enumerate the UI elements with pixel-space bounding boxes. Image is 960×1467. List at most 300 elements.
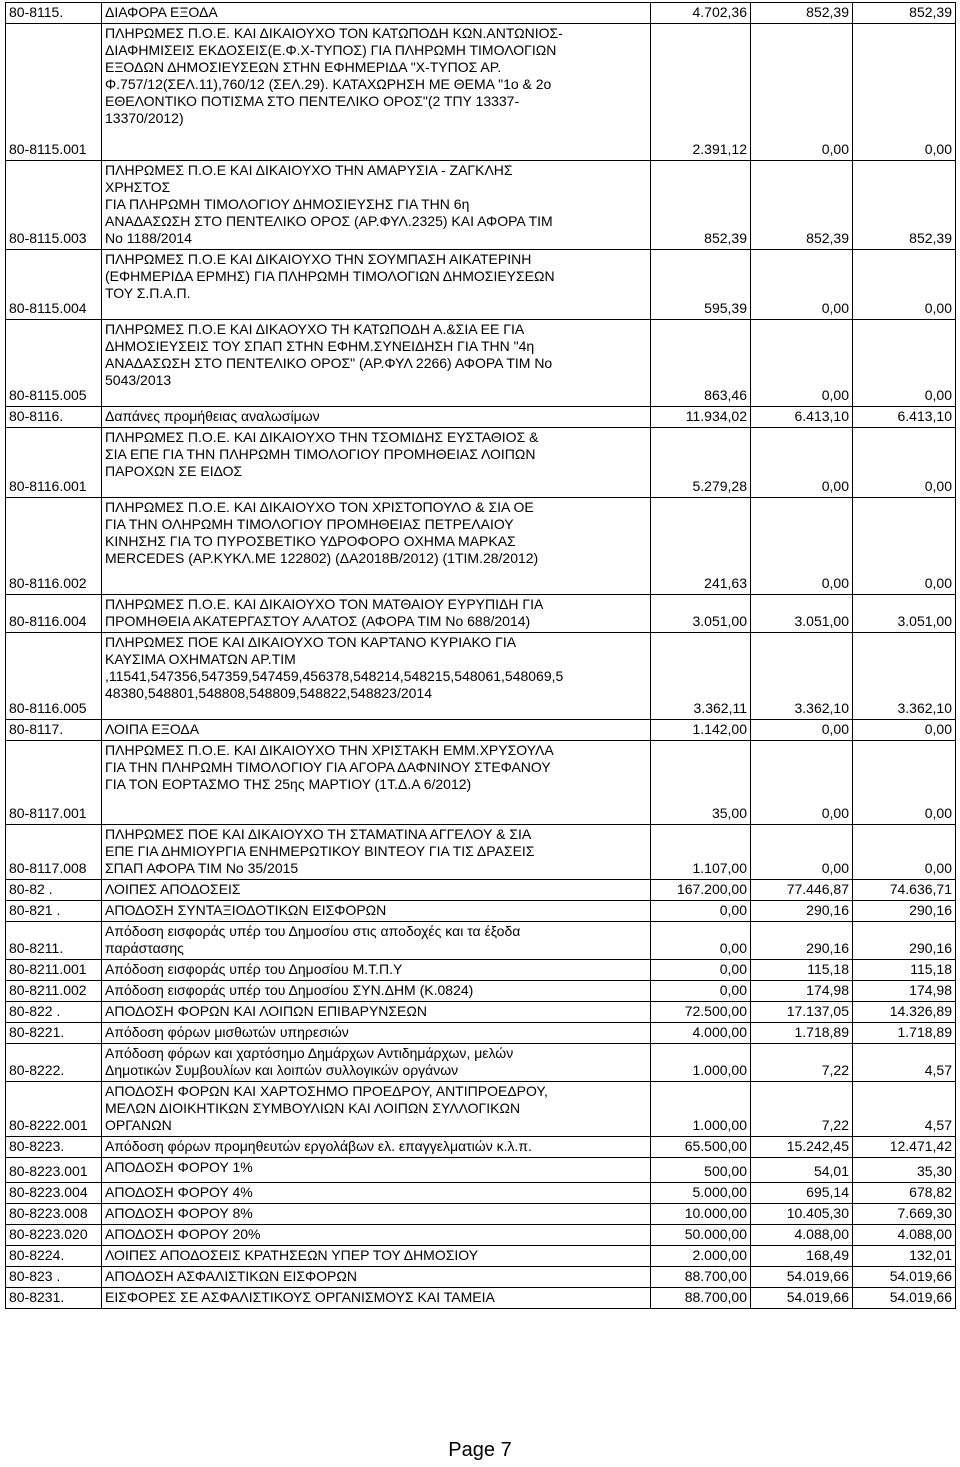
ledger-row xyxy=(6,407,956,428)
amount-committed-cell xyxy=(751,595,853,633)
amount-budgeted: 2.391,12 xyxy=(692,141,747,157)
amount-paid-cell xyxy=(853,1267,956,1288)
account-code-cell xyxy=(6,1082,102,1137)
amount-paid-cell xyxy=(853,1002,956,1023)
account-code: 80-823 . xyxy=(9,1268,61,1284)
amount-committed: 0,00 xyxy=(821,300,849,316)
account-code: 80-8223. xyxy=(9,1138,65,1154)
description-cell xyxy=(102,901,651,922)
description: ΠΛΗΡΩΜΕΣ Π.Ο.Ε. ΚΑΙ ΔΙΚΑΙΟΥΧΟ ΤΟΝ ΚΑΤΩΠΟΔΗ ΚΩΝ.ΑΝΤΩΝΙΟΣ- ΔΙΑΦΗΜΙΣΕΙΣ ΕΚΔΟΣΕΙΣ(Ε.Φ.Χ-ΤΥΠΟΣ) ΓΙΑ ΠΛΗΡΩΜΗ ΤΙΜΟΛΟΓΙΩΝ ΕΞΟΔΩΝ ΔΗΜΟΣΙΕΥΣΕΩΝ ΣΤΗΝ ΕΦΗΜΕΡΙΔΑ "Χ-ΤΥΠΟΣ ΑΡ. Φ.757/12(ΣΕΛ.11),760/12 (ΣΕΛ.29). ΚΑΤΑΧΩΡΗΣΗ ΜΕ ΘΕΜΑ "1ο & 2ο ΕΘΕΛΟΝΤΙΚΟ ΠΟΤΙΣΜΑ ΣΤΟ ΠΕΝΤΕΛΙΚΟ ΟΡΟΣ"(2 ΤΠΥ 13337- 13370/2012) xyxy=(105,25,563,126)
amount-budgeted: 852,39 xyxy=(704,230,747,246)
amount-committed: 0,00 xyxy=(821,141,849,157)
description: ΠΛΗΡΩΜΕΣ Π.Ο.Ε ΚΑΙ ΔΙΚΑΟΥΧΟ ΤΗ ΚΑΤΩΠΟΔΗ Α.&ΣΙΑ ΕΕ ΓΙΑ ΔΗΜΟΣΙΕΥΣΕΙΣ ΤΟΥ ΣΠΑΠ ΣΤΗΝ ΕΦΗΜ.ΣΥΝΕΙΔΗΣΗ ΓΙΑ ΤΗΝ "4η ΑΝΑΔΑΣΩΣΗ ΣΤΟ ΠΕΝΤΕΛΙΚΟ ΟΡΟΣ" (ΑΡ.ΦΥΛ 2266) ΑΦΟΡΑ ΤΙΜ Νο 5043/2013 xyxy=(105,321,553,388)
amount-paid-cell xyxy=(853,3,956,24)
amount-paid-cell xyxy=(853,498,956,595)
amount-paid: 54.019,66 xyxy=(889,1268,952,1284)
amount-paid: 174,98 xyxy=(909,982,952,998)
amount-committed-cell xyxy=(751,922,853,960)
amount-paid-cell xyxy=(853,922,956,960)
amount-budgeted: 1.000,00 xyxy=(692,1062,747,1078)
amount-paid-cell xyxy=(853,1023,956,1044)
ledger-row xyxy=(6,1044,956,1082)
amount-paid: 0,00 xyxy=(924,387,952,403)
amount-committed-cell xyxy=(751,161,853,250)
description: ΠΛΗΡΩΜΕΣ Π.Ο.Ε. ΚΑΙ ΔΙΚΑΙΟΥΧΟ ΤΟΝ ΜΑΤΘΑΙΟΥ ΕΥΡΥΠΙΔΗ ΓΙΑ ΠΡΟΜΗΘΕΙΑ ΑΚΑΤΕΡΓΑΣΤΟΥ ΑΛΑΤΟΣ (ΑΦΟΡΑ ΤΙΜ Νο 688/2014) xyxy=(105,596,544,629)
description: ΠΛΗΡΩΜΕΣ Π.Ο.Ε. ΚΑΙ ΔΙΚΑΙΟΥΧΟ ΤΟΝ ΧΡΙΣΤΟΠΟΥΛΟ & ΣΙΑ ΟΕ ΓΙΑ ΤΗΝ ΟΛΗΡΩΜΗ ΤΙΜΟΛΟΓΙΟΥ ΠΡΟΜΗΘΕΙΑΣ ΠΕΤΡΕΛΑΙΟΥ ΚΙΝΗΣΗΣ ΓΙΑ ΤΟ ΠΥΡΟΣΒΕΤΙΚΟ ΥΔΡΟΦΟΡΟ ΟΧΗΜΑ ΜΑΡΚΑΣ MERCEDES (ΑΡ.ΚΥΚΛ.ΜΕ 122802) (ΔΑ2018Β/2012) (1ΤΙΜ.28/2012) xyxy=(105,499,539,566)
ledger-row xyxy=(6,960,956,981)
amount-committed: 4.088,00 xyxy=(794,1226,849,1242)
description: Απόδοση εισφοράς υπέρ του Δημοσίου ΣΥΝ.ΔΗΜ (Κ.0824) xyxy=(105,982,474,998)
ledger-table xyxy=(5,2,956,1309)
description-cell xyxy=(102,250,651,320)
description-cell xyxy=(102,741,651,825)
account-code-cell xyxy=(6,250,102,320)
amount-budgeted-cell xyxy=(651,498,751,595)
ledger-row xyxy=(6,825,956,880)
description: ΠΛΗΡΩΜΕΣ ΠΟΕ ΚΑΙ ΔΙΚΑΙΟΥΧΟ ΤΟΝ ΚΑΡΤΑΝΟ ΚΥΡΙΑΚΟ ΓΙΑ ΚΑΥΣΙΜΑ ΟΧΗΜΑΤΩΝ ΑΡ.ΤΙΜ ,11541,547356,547359,547459,456378,548214,548215,548061,548069,5 48380,548801,548808,548809,548822,548823/2014 xyxy=(105,634,564,701)
amount-budgeted: 5.000,00 xyxy=(692,1184,747,1200)
amount-budgeted-cell xyxy=(651,825,751,880)
ledger-row xyxy=(6,1023,956,1044)
amount-budgeted: 500,00 xyxy=(704,1163,747,1179)
description: Απόδοση εισφοράς υπέρ του Δημοσίου στις αποδοχές και τα έξοδα παράστασης xyxy=(105,923,521,956)
amount-committed-cell xyxy=(751,1288,853,1309)
amount-paid: 14.326,89 xyxy=(889,1003,952,1019)
account-code-cell xyxy=(6,1044,102,1082)
amount-paid: 12.471,42 xyxy=(889,1138,952,1154)
amount-committed-cell xyxy=(751,1225,853,1246)
ledger-row xyxy=(6,901,956,922)
amount-committed: 3.051,00 xyxy=(794,613,849,629)
amount-committed: 10.405,30 xyxy=(786,1205,849,1221)
amount-committed: 290,16 xyxy=(806,940,849,956)
account-code-cell xyxy=(6,720,102,741)
amount-committed: 77.446,87 xyxy=(786,881,849,897)
account-code: 80-8211. xyxy=(9,940,64,956)
amount-budgeted: 3.051,00 xyxy=(692,613,747,629)
ledger-row xyxy=(6,595,956,633)
amount-paid: 3.051,00 xyxy=(897,613,952,629)
amount-paid: 35,30 xyxy=(916,1163,952,1179)
amount-budgeted: 3.362,11 xyxy=(693,700,747,716)
account-code: 80-8116. xyxy=(9,408,64,424)
description: ΛΟΙΠΕΣ ΑΠΟΔΟΣΕΙΣ xyxy=(105,881,241,897)
amount-paid: 0,00 xyxy=(924,860,952,876)
amount-budgeted: 88.700,00 xyxy=(684,1268,747,1284)
account-code: 80-8116.004 xyxy=(9,613,87,629)
ledger-row xyxy=(6,633,956,720)
description-cell xyxy=(102,1204,651,1225)
amount-committed-cell xyxy=(751,1002,853,1023)
account-code: 80-8223.001 xyxy=(9,1163,88,1179)
amount-paid-cell xyxy=(853,320,956,407)
description-cell xyxy=(102,1023,651,1044)
account-code: 80-8223.004 xyxy=(9,1184,88,1200)
amount-budgeted: 4.000,00 xyxy=(692,1024,747,1040)
amount-committed-cell xyxy=(751,901,853,922)
description-cell xyxy=(102,1288,651,1309)
amount-budgeted-cell xyxy=(651,1204,751,1225)
amount-paid: 0,00 xyxy=(924,575,952,591)
amount-committed-cell xyxy=(751,407,853,428)
description: Απόδοση φόρων και χαρτόσημο Δημάρχων Αντιδημάρχων, μελών Δημοτικών Συμβουλίων και λοιπών συλλογικών οργάνων xyxy=(105,1045,514,1078)
amount-budgeted: 2.000,00 xyxy=(692,1247,747,1263)
ledger-row xyxy=(6,428,956,498)
amount-paid: 0,00 xyxy=(924,721,952,737)
description-cell xyxy=(102,498,651,595)
amount-paid-cell xyxy=(853,1183,956,1204)
amount-budgeted: 11.934,02 xyxy=(685,408,747,424)
description-cell xyxy=(102,320,651,407)
amount-paid-cell xyxy=(853,428,956,498)
amount-paid-cell xyxy=(853,250,956,320)
amount-committed-cell xyxy=(751,633,853,720)
amount-committed-cell xyxy=(751,1204,853,1225)
amount-paid-cell xyxy=(853,633,956,720)
amount-committed: 290,16 xyxy=(806,902,849,918)
description: ΑΠΟΔΟΣΗ ΦΟΡΩΝ ΚΑΙ ΛΟΙΠΩΝ ΕΠΙΒΑΡΥΝΣΕΩΝ xyxy=(105,1003,427,1019)
amount-committed: 852,39 xyxy=(806,230,849,246)
amount-committed-cell xyxy=(751,1183,853,1204)
account-code: 80-8117. xyxy=(9,721,64,737)
ledger-row xyxy=(6,1288,956,1309)
description: ΑΠΟΔΟΣΗ ΦΟΡΩΝ ΚΑΙ ΧΑΡΤΟΣΗΜΟ ΠΡΟΕΔΡΟΥ, ΑΝΤΙΠΡΟΕΔΡΟΥ, ΜΕΛΩΝ ΔΙΟΙΚΗΤΙΚΩΝ ΣΥΜΒΟΥΛΙΩΝ ΚΑΙ ΛΟΙΠΩΝ ΣΥΛΛΟΓΙΚΩΝ ΟΡΓΑΝΩΝ xyxy=(105,1083,548,1133)
amount-paid: 290,16 xyxy=(909,902,952,918)
account-code-cell xyxy=(6,1158,102,1183)
amount-committed: 17.137,05 xyxy=(786,1003,849,1019)
account-code: 80-8117.008 xyxy=(9,860,87,876)
account-code-cell xyxy=(6,1246,102,1267)
amount-paid-cell xyxy=(853,1288,956,1309)
amount-paid-cell xyxy=(853,901,956,922)
amount-committed-cell xyxy=(751,1267,853,1288)
amount-budgeted: 35,00 xyxy=(711,805,747,821)
description-cell xyxy=(102,428,651,498)
amount-paid-cell xyxy=(853,1158,956,1183)
amount-budgeted-cell xyxy=(651,1002,751,1023)
account-code: 80-82 . xyxy=(9,881,53,897)
ledger-row xyxy=(6,320,956,407)
amount-committed-cell xyxy=(751,1082,853,1137)
ledger-row xyxy=(6,1137,956,1158)
amount-budgeted-cell xyxy=(651,320,751,407)
description-cell xyxy=(102,1246,651,1267)
description-cell xyxy=(102,633,651,720)
description: ΔΙΑΦΟΡΑ ΕΞΟΔΑ xyxy=(105,4,218,20)
amount-committed-cell xyxy=(751,1023,853,1044)
amount-budgeted: 72.500,00 xyxy=(684,1003,747,1019)
amount-budgeted-cell xyxy=(651,1137,751,1158)
amount-paid: 290,16 xyxy=(909,940,952,956)
amount-paid: 54.019,66 xyxy=(889,1289,952,1305)
amount-budgeted-cell xyxy=(651,1246,751,1267)
description: ΛΟΙΠΕΣ ΑΠΟΔΟΣΕΙΣ ΚΡΑΤΗΣΕΩΝ ΥΠΕΡ ΤΟΥ ΔΗΜΟΣΙΟΥ xyxy=(105,1247,479,1263)
amount-budgeted: 5.279,28 xyxy=(692,478,747,494)
amount-budgeted-cell xyxy=(651,1082,751,1137)
amount-budgeted: 65.500,00 xyxy=(684,1138,747,1154)
description-cell xyxy=(102,1183,651,1204)
amount-committed-cell xyxy=(751,1044,853,1082)
amount-paid: 115,18 xyxy=(910,961,952,977)
description: ΑΠΟΔΟΣΗ ΦΟΡΟΥ 8% xyxy=(105,1205,253,1221)
description: ΑΠΟΔΟΣΗ ΣΥΝΤΑΞΙΟΔΟΤΙΚΩΝ ΕΙΣΦΟΡΩΝ xyxy=(105,902,387,918)
account-code-cell xyxy=(6,1137,102,1158)
amount-paid: 0,00 xyxy=(924,141,952,157)
amount-paid-cell xyxy=(853,407,956,428)
description: Δαπάνες προμήθειας αναλωσίμων xyxy=(105,408,320,424)
description: ΑΠΟΔΟΣΗ ΑΣΦΑΛΙΣΤΙΚΩΝ ΕΙΣΦΟΡΩΝ xyxy=(105,1268,357,1284)
amount-budgeted-cell xyxy=(651,720,751,741)
account-code: 80-8115.005 xyxy=(9,387,87,403)
amount-budgeted-cell xyxy=(651,1225,751,1246)
account-code-cell xyxy=(6,428,102,498)
ledger-row xyxy=(6,1002,956,1023)
amount-budgeted-cell xyxy=(651,960,751,981)
description: ΠΛΗΡΩΜΕΣ Π.Ο.Ε. ΚΑΙ ΔΙΚΑΙΟΥΧΟ ΤΗΝ ΧΡΙΣΤΑΚΗ ΕΜΜ.ΧΡΥΣΟΥΛΑ ΓΙΑ ΤΗΝ ΠΛΗΡΩΜΗ ΤΙΜΟΛΟΓΙΟΥ ΓΙΑ ΑΓΟΡΑ ΔΑΦΝΙΝΟΥ ΣΤΕΦΑΝΟΥ ΓΙΑ ΤΟΝ ΕΟΡΤΑΣΜΟ ΤΗΣ 25ης ΜΑΡΤΙΟΥ (1Τ.Δ.Α 6/2012) xyxy=(105,742,554,792)
amount-paid-cell xyxy=(853,825,956,880)
amount-committed-cell xyxy=(751,3,853,24)
account-code: 80-8116.002 xyxy=(9,575,87,591)
description-cell xyxy=(102,24,651,161)
amount-budgeted: 0,00 xyxy=(719,961,747,977)
account-code-cell xyxy=(6,161,102,250)
amount-paid: 0,00 xyxy=(924,300,952,316)
account-code-cell xyxy=(6,1267,102,1288)
amount-budgeted-cell xyxy=(651,1023,751,1044)
amount-budgeted-cell xyxy=(651,1158,751,1183)
description: ΛΟΙΠΑ ΕΞΟΔΑ xyxy=(105,721,200,737)
amount-budgeted-cell xyxy=(651,922,751,960)
amount-committed-cell xyxy=(751,1137,853,1158)
ledger-row xyxy=(6,1183,956,1204)
amount-committed: 0,00 xyxy=(821,478,849,494)
ledger-row xyxy=(6,161,956,250)
amount-paid-cell xyxy=(853,1246,956,1267)
account-code: 80-8115. xyxy=(9,4,64,20)
account-code-cell xyxy=(6,1183,102,1204)
amount-paid: 3.362,10 xyxy=(897,700,952,716)
amount-paid: 0,00 xyxy=(924,478,952,494)
description-cell xyxy=(102,1158,651,1183)
account-code: 80-8222.001 xyxy=(9,1117,88,1133)
description: ΠΛΗΡΩΜΕΣ ΠΟΕ ΚΑΙ ΔΙΚΑΙΟΥΧΟ ΤΗ ΣΤΑΜΑΤΙΝΑ ΑΓΓΕΛΟΥ & ΣΙΑ ΕΠΕ ΓΙΑ ΔΗΜΙΟΥΡΓΙΑ ΕΝΗΜΕΡΩΤΙΚΟΥ ΒΙΝΤΕΟΥ ΓΙΑ ΤΙΣ ΔΡΑΣΕΙΣ ΣΠΑΠ ΑΦΟΡΑ ΤΙΜ Νο 35/2015 xyxy=(105,826,535,876)
account-code: 80-8222. xyxy=(9,1062,65,1078)
amount-committed: 15.242,45 xyxy=(786,1138,849,1154)
amount-budgeted: 88.700,00 xyxy=(684,1289,747,1305)
amount-committed: 54.019,66 xyxy=(786,1289,849,1305)
description-cell xyxy=(102,1002,651,1023)
amount-committed-cell xyxy=(751,825,853,880)
amount-paid-cell xyxy=(853,741,956,825)
amount-budgeted: 50.000,00 xyxy=(684,1226,747,1242)
account-code: 80-822 . xyxy=(9,1003,61,1019)
ledger-body xyxy=(6,3,956,1309)
amount-paid-cell xyxy=(853,24,956,161)
description: ΠΛΗΡΩΜΕΣ Π.Ο.Ε ΚΑΙ ΔΙΚΑΙΟΥΧΟ ΤΗΝ ΑΜΑΡΥΣΙΑ - ΖΑΓΚΛΗΣ ΧΡΗΣΤΟΣ ΓΙΑ ΠΛΗΡΩΜΗ ΤΙΜΟΛΟΓΙΟΥ ΔΗΜΟΣΙΕΥΣΗΣ ΓΙΑ ΤΗΝ 6η ΑΝΑΔΑΣΩΣΗ ΣΤΟ ΠΕΝΤΕΛΙΚΟ ΟΡΟΣ (ΑΡ.ΦΥΛ.2325) ΚΑΙ ΑΦΟΡΑ ΤΙΜ Νο 1188/2014 xyxy=(105,162,553,246)
amount-budgeted-cell xyxy=(651,633,751,720)
account-code: 80-821 . xyxy=(9,902,61,918)
amount-committed: 3.362,10 xyxy=(794,700,849,716)
description-cell xyxy=(102,1225,651,1246)
description-cell xyxy=(102,161,651,250)
amount-budgeted-cell xyxy=(651,428,751,498)
account-code-cell xyxy=(6,1023,102,1044)
amount-budgeted-cell xyxy=(651,595,751,633)
amount-paid: 4.088,00 xyxy=(897,1226,952,1242)
account-code: 80-8211.001 xyxy=(9,961,87,977)
ledger-row xyxy=(6,498,956,595)
account-code-cell xyxy=(6,633,102,720)
account-code: 80-8115.003 xyxy=(9,230,87,246)
account-code: 80-8115.004 xyxy=(9,300,87,316)
amount-budgeted-cell xyxy=(651,1183,751,1204)
amount-committed-cell xyxy=(751,981,853,1002)
account-code: 80-8221. xyxy=(9,1024,65,1040)
description: ΑΠΟΔΟΣΗ ΦΟΡΟΥ 1% xyxy=(105,1159,253,1175)
account-code-cell xyxy=(6,880,102,901)
ledger-row xyxy=(6,1158,956,1183)
amount-budgeted-cell xyxy=(651,161,751,250)
amount-committed: 174,98 xyxy=(806,982,849,998)
amount-committed: 6.413,10 xyxy=(794,408,849,424)
amount-paid: 0,00 xyxy=(924,805,952,821)
page-number: Page 7 xyxy=(448,1439,512,1461)
ledger-row xyxy=(6,1225,956,1246)
description-cell xyxy=(102,1082,651,1137)
amount-paid: 74.636,71 xyxy=(889,881,952,897)
description-cell xyxy=(102,3,651,24)
account-code: 80-8223.008 xyxy=(9,1205,88,1221)
amount-paid: 132,01 xyxy=(909,1247,952,1263)
account-code: 80-8117.001 xyxy=(9,805,87,821)
amount-committed: 0,00 xyxy=(821,387,849,403)
amount-budgeted-cell xyxy=(651,250,751,320)
amount-committed: 168,49 xyxy=(806,1247,849,1263)
amount-paid-cell xyxy=(853,1225,956,1246)
amount-paid: 852,39 xyxy=(909,4,952,20)
amount-committed: 54.019,66 xyxy=(786,1268,849,1284)
amount-budgeted: 167.200,00 xyxy=(676,881,747,897)
amount-committed: 0,00 xyxy=(821,805,849,821)
account-code-cell xyxy=(6,1002,102,1023)
description: ΠΛΗΡΩΜΕΣ Π.Ο.Ε ΚΑΙ ΔΙΚΑΙΟΥΧΟ ΤΗΝ ΣΟΥΜΠΑΣΗ ΑΙΚΑΤΕΡΙΝΗ (ΕΦΗΜΕΡΙΔΑ ΕΡΜΗΣ) ΓΙΑ ΠΛΗΡΩΜΗ ΤΙΜΟΛΟΓΙΩΝ ΔΗΜΟΣΙΕΥΣΕΩΝ ΤΟΥ Σ.Π.Α.Π. xyxy=(105,251,555,301)
description-cell xyxy=(102,1267,651,1288)
amount-committed-cell xyxy=(751,250,853,320)
description: ΑΠΟΔΟΣΗ ΦΟΡΟΥ 4% xyxy=(105,1184,253,1200)
amount-committed-cell xyxy=(751,428,853,498)
account-code-cell xyxy=(6,901,102,922)
amount-committed-cell xyxy=(751,880,853,901)
account-code: 80-8211.002 xyxy=(9,982,87,998)
amount-committed: 7,22 xyxy=(821,1062,849,1078)
amount-budgeted-cell xyxy=(651,3,751,24)
ledger-row xyxy=(6,880,956,901)
amount-paid-cell xyxy=(853,1044,956,1082)
amount-paid-cell xyxy=(853,161,956,250)
amount-paid-cell xyxy=(853,1204,956,1225)
amount-budgeted: 1.000,00 xyxy=(692,1117,747,1133)
amount-committed: 695,14 xyxy=(806,1184,849,1200)
amount-paid-cell xyxy=(853,720,956,741)
amount-committed-cell xyxy=(751,498,853,595)
amount-paid: 1.718,89 xyxy=(897,1024,952,1040)
amount-paid: 4,57 xyxy=(924,1062,952,1078)
account-code-cell xyxy=(6,498,102,595)
amount-paid: 678,82 xyxy=(909,1184,952,1200)
amount-committed: 0,00 xyxy=(821,575,849,591)
description: Απόδοση φόρων προμηθευτών εργολάβων ελ. επαγγελματιών κ.λ.π. xyxy=(105,1138,532,1154)
ledger-row xyxy=(6,24,956,161)
amount-budgeted: 241,63 xyxy=(704,575,747,591)
account-code-cell xyxy=(6,741,102,825)
description: ΠΛΗΡΩΜΕΣ Π.Ο.Ε. ΚΑΙ ΔΙΚΑΙΟΥΧΟ ΤΗΝ ΤΣΟΜΙΔΗΣ ΕΥΣΤΑΘΙΟΣ & ΣΙΑ ΕΠΕ ΓΙΑ ΤΗΝ ΠΛΗΡΩΜΗ ΤΙΜΟΛΟΓΙΟΥ ΠΡΟΜΗΘΕΙΑΣ ΛΟΙΠΩΝ ΠΑΡΟΧΩΝ ΣΕ ΕΙΔΟΣ xyxy=(105,429,539,479)
amount-paid: 6.413,10 xyxy=(897,408,952,424)
account-code-cell xyxy=(6,320,102,407)
amount-paid: 7.669,30 xyxy=(897,1205,952,1221)
amount-budgeted: 863,46 xyxy=(704,387,747,403)
account-code-cell xyxy=(6,825,102,880)
amount-budgeted-cell xyxy=(651,741,751,825)
account-code-cell xyxy=(6,24,102,161)
amount-budgeted: 10.000,00 xyxy=(684,1205,747,1221)
amount-budgeted: 0,00 xyxy=(719,982,747,998)
amount-budgeted-cell xyxy=(651,981,751,1002)
amount-committed-cell xyxy=(751,1246,853,1267)
description: Απόδοση φόρων μισθωτών υπηρεσιών xyxy=(105,1024,349,1040)
amount-committed: 852,39 xyxy=(806,4,849,20)
ledger-row xyxy=(6,1267,956,1288)
description-cell xyxy=(102,1137,651,1158)
amount-budgeted-cell xyxy=(651,407,751,428)
account-code-cell xyxy=(6,1225,102,1246)
ledger-row xyxy=(6,3,956,24)
ledger-row xyxy=(6,720,956,741)
ledger-row xyxy=(6,1082,956,1137)
amount-committed-cell xyxy=(751,320,853,407)
ledger-row xyxy=(6,741,956,825)
account-code-cell xyxy=(6,922,102,960)
description: Απόδοση εισφοράς υπέρ του Δημοσίου Μ.Τ.Π.Υ xyxy=(105,961,403,977)
amount-paid-cell xyxy=(853,1137,956,1158)
amount-paid-cell xyxy=(853,1082,956,1137)
amount-budgeted: 0,00 xyxy=(719,902,747,918)
description-cell xyxy=(102,922,651,960)
description-cell xyxy=(102,981,651,1002)
amount-budgeted: 595,39 xyxy=(704,300,747,316)
account-code-cell xyxy=(6,960,102,981)
description-cell xyxy=(102,880,651,901)
amount-budgeted-cell xyxy=(651,901,751,922)
amount-budgeted: 4.702,36 xyxy=(692,4,747,20)
amount-paid-cell xyxy=(853,880,956,901)
account-code: 80-8116.005 xyxy=(9,700,87,716)
amount-budgeted: 1.107,00 xyxy=(692,860,747,876)
amount-committed-cell xyxy=(751,24,853,161)
amount-budgeted-cell xyxy=(651,1288,751,1309)
account-code-cell xyxy=(6,1288,102,1309)
account-code: 80-8224. xyxy=(9,1247,65,1263)
amount-committed-cell xyxy=(751,741,853,825)
description: ΕΙΣΦΟΡΕΣ ΣΕ ΑΣΦΑΛΙΣΤΙΚΟΥΣ ΟΡΓΑΝΙΣΜΟΥΣ ΚΑΙ ΤΑΜΕΙΑ xyxy=(105,1289,495,1305)
account-code-cell xyxy=(6,3,102,24)
account-code-cell xyxy=(6,595,102,633)
description-cell xyxy=(102,960,651,981)
description-cell xyxy=(102,595,651,633)
description-cell xyxy=(102,825,651,880)
amount-budgeted-cell xyxy=(651,880,751,901)
account-code: 80-8115.001 xyxy=(9,141,87,157)
amount-committed-cell xyxy=(751,1158,853,1183)
